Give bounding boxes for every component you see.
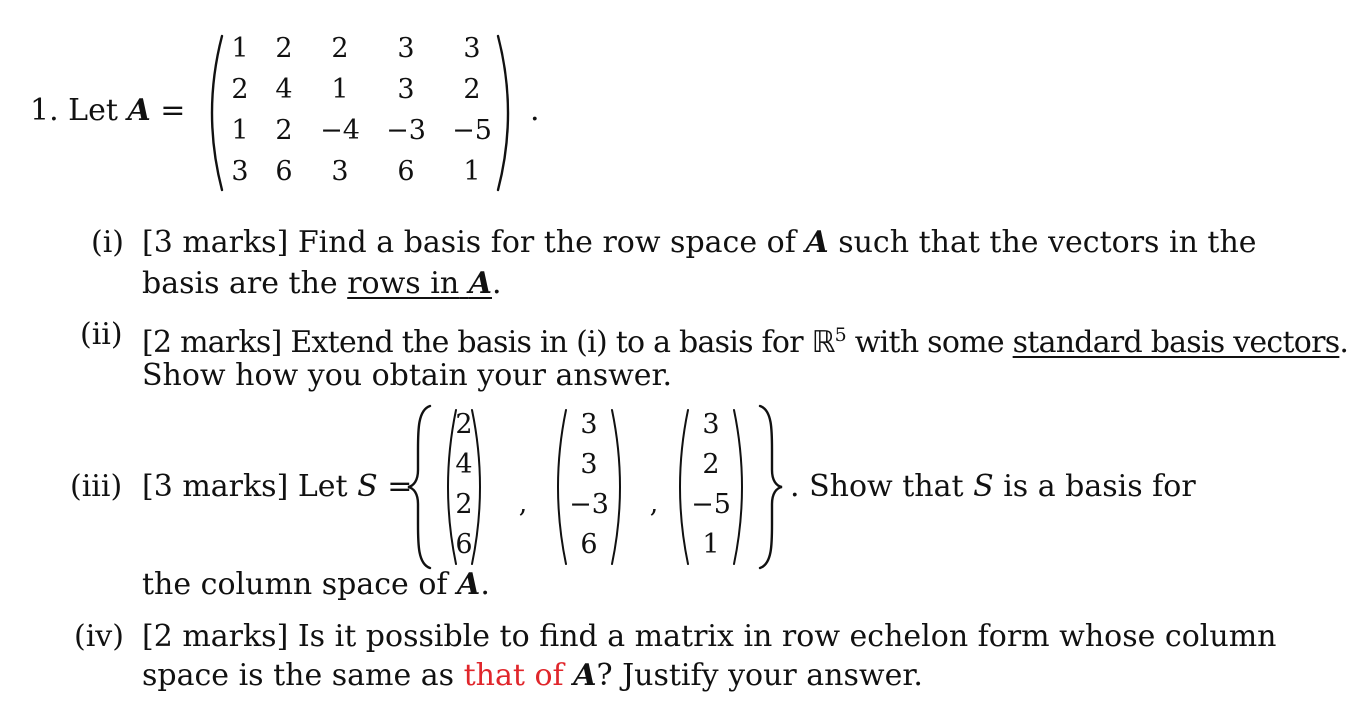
vector-entry: 2 bbox=[455, 409, 473, 440]
vector-separator-comma: , bbox=[518, 488, 528, 519]
vector-group bbox=[448, 409, 742, 564]
matrix-cell: 2 bbox=[331, 33, 349, 64]
vector-entry: 6 bbox=[455, 529, 473, 560]
set-right-brace bbox=[760, 406, 782, 568]
part-iii-after-symbol-s: S bbox=[973, 469, 994, 504]
matrix-cell: −5 bbox=[452, 115, 492, 146]
part-i-line2-end: . bbox=[491, 266, 502, 301]
set-symbol-s: S bbox=[357, 469, 378, 504]
real-space-exponent: 5 bbox=[834, 324, 846, 346]
vector-entry: −5 bbox=[691, 489, 731, 520]
matrix-cells bbox=[231, 33, 492, 187]
part-ii-underlined-std-basis: standard basis vectors bbox=[1012, 325, 1340, 360]
problem-intro bbox=[30, 94, 185, 128]
matrix-cell: 1 bbox=[331, 74, 349, 105]
part-ii-text: Extend the basis in (i) to a basis for bbox=[290, 325, 803, 360]
part-ii-marks: [2 marks] bbox=[142, 325, 282, 360]
part-iii-line2-text: the column space of bbox=[142, 567, 448, 602]
part-iv-line2-text: space is the same as bbox=[142, 658, 455, 693]
part-iv-label: (iv) bbox=[74, 619, 124, 654]
matrix-cell: −3 bbox=[386, 115, 426, 146]
matrix-cell: 6 bbox=[397, 156, 415, 187]
matrix-cell: −4 bbox=[320, 115, 360, 146]
part-i-line2-symbol-a: A bbox=[468, 266, 492, 301]
matrix-cell: 3 bbox=[463, 33, 481, 64]
vector-entry: 1 bbox=[702, 529, 720, 560]
part-iv-marks: [2 marks] bbox=[142, 619, 289, 654]
matrix-cell: 1 bbox=[231, 115, 249, 146]
problem-number: 1. bbox=[30, 93, 59, 128]
set-s-vectors bbox=[404, 400, 794, 574]
matrix-right-paren bbox=[498, 36, 508, 190]
matrix-cell: 1 bbox=[231, 33, 249, 64]
matrix-cell: 4 bbox=[275, 74, 293, 105]
part-iv-red-text: that of bbox=[463, 658, 564, 693]
part-iii-marks: [3 marks] bbox=[142, 469, 289, 504]
part-ii-line1-end: . bbox=[1339, 325, 1348, 360]
vector-entry: −3 bbox=[569, 489, 609, 520]
matrix-symbol: A bbox=[127, 93, 151, 128]
matrix-cell: 6 bbox=[275, 156, 293, 187]
part-iv-line1 bbox=[142, 620, 1276, 654]
part-iii-label: (iii) bbox=[70, 469, 123, 504]
real-space-symbol: ℝ bbox=[811, 325, 835, 360]
part-i-marks: [3 marks] bbox=[142, 225, 289, 260]
part-ii-text-rest: with some bbox=[854, 325, 1004, 360]
vector-entry: 2 bbox=[702, 449, 720, 480]
vector-left-paren bbox=[558, 410, 566, 564]
matrix-a bbox=[200, 30, 540, 196]
part-iii-line2-symbol-a: A bbox=[457, 567, 481, 602]
vector-right-paren bbox=[612, 410, 620, 564]
vector-entry: 4 bbox=[455, 449, 473, 480]
part-ii-line2: Show how you obtain your answer. bbox=[142, 358, 673, 393]
vector-separator-comma: , bbox=[649, 488, 659, 519]
part-iii-after-text: . Show that bbox=[790, 469, 964, 504]
part-iii-intro bbox=[142, 470, 412, 504]
equals-sign: = bbox=[160, 93, 186, 128]
part-iv-text: Is it possible to find a matrix in row echelon form whose column bbox=[297, 619, 1277, 654]
vector-entry: 3 bbox=[580, 449, 598, 480]
part-i-underlined-rows bbox=[347, 266, 492, 301]
vector-entry: 3 bbox=[702, 409, 720, 440]
part-i-symbol-a: A bbox=[805, 225, 829, 260]
part-iv-line2 bbox=[142, 659, 923, 693]
part-i-line2 bbox=[142, 267, 502, 301]
matrix-cell: 3 bbox=[331, 156, 349, 187]
matrix-cell: 3 bbox=[231, 156, 249, 187]
part-iv-symbol-a: A bbox=[573, 658, 597, 693]
part-i-text: Find a basis for the row space of bbox=[297, 225, 796, 260]
part-i-line2-text: basis are the bbox=[142, 266, 338, 301]
vector-entry: 2 bbox=[455, 489, 473, 520]
set-left-brace bbox=[408, 406, 430, 568]
part-iii-let: Let bbox=[297, 469, 348, 504]
part-iv-line2-end: ? Justify your answer. bbox=[596, 658, 923, 693]
part-i-line1 bbox=[142, 226, 1257, 260]
matrix-cell: 3 bbox=[397, 74, 415, 105]
matrix-left-paren bbox=[212, 36, 222, 190]
matrix-cell: 2 bbox=[275, 33, 293, 64]
part-iii-line2 bbox=[142, 568, 490, 602]
part-iii-after bbox=[790, 470, 1196, 504]
matrix-end-period: . bbox=[530, 93, 540, 128]
part-i-label: (i) bbox=[91, 225, 125, 260]
vector-right-paren bbox=[734, 410, 742, 564]
vector-right-paren bbox=[472, 410, 480, 564]
matrix-cell: 2 bbox=[231, 74, 249, 105]
vector-entry: 6 bbox=[580, 529, 598, 560]
matrix-cell: 2 bbox=[463, 74, 481, 105]
part-i-text-rest: such that the vectors in the bbox=[838, 225, 1257, 260]
matrix-cell: 2 bbox=[275, 115, 293, 146]
real-space bbox=[812, 325, 846, 360]
part-iii-equals: = bbox=[387, 469, 413, 504]
part-ii-label: (ii) bbox=[80, 317, 123, 352]
let-word: Let bbox=[68, 93, 118, 128]
part-i-underlined-text: rows in bbox=[347, 266, 460, 301]
vector-entry: 3 bbox=[580, 409, 598, 440]
matrix-cell: 3 bbox=[397, 33, 415, 64]
part-ii-line1 bbox=[142, 318, 1348, 360]
vector-left-paren bbox=[680, 410, 688, 564]
matrix-cell: 1 bbox=[463, 156, 481, 187]
part-iii-after-rest: is a basis for bbox=[1003, 469, 1196, 504]
part-iii-line2-end: . bbox=[480, 567, 490, 602]
